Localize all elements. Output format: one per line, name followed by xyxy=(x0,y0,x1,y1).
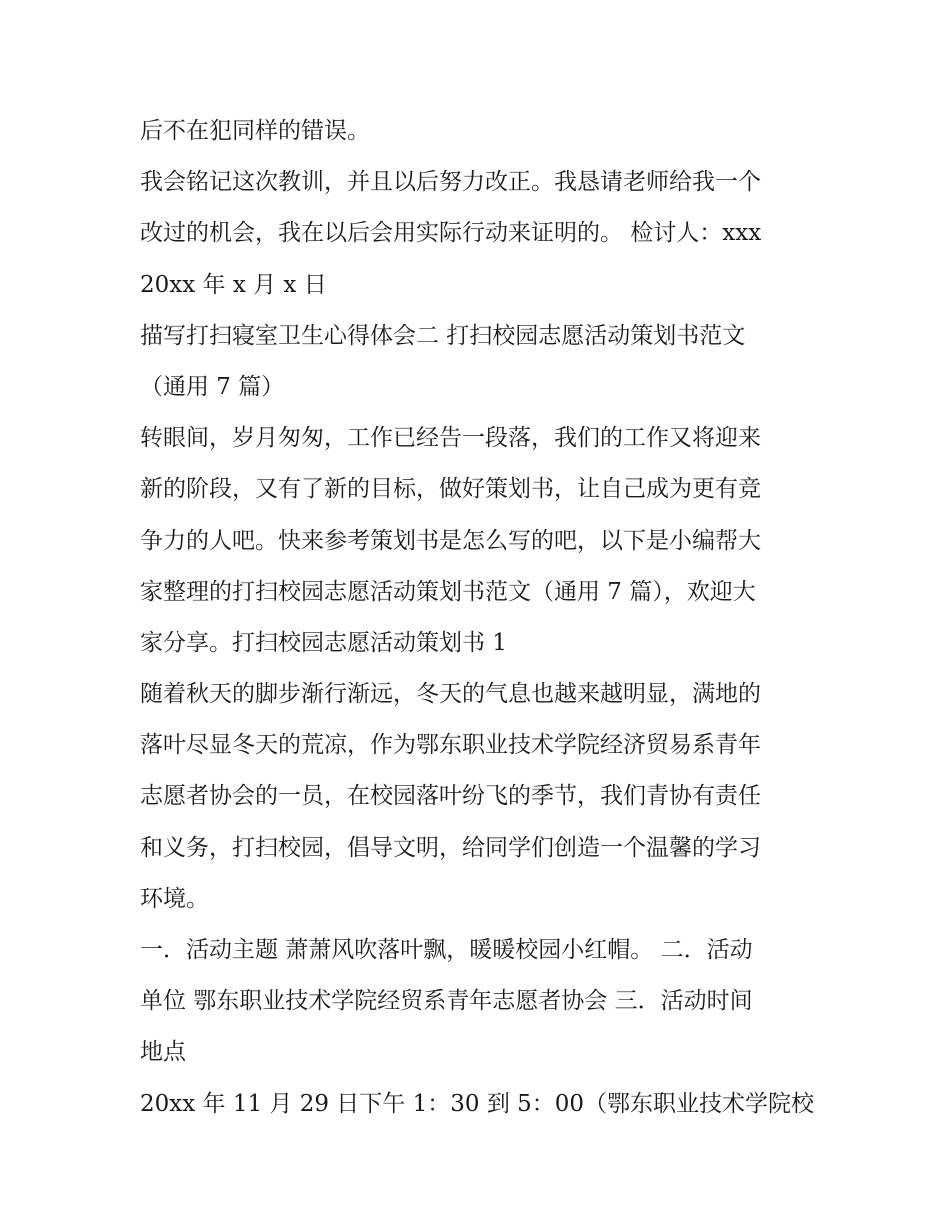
text-line: 家整理的打扫校园志愿活动策划书范文（通用 7 篇），欢迎大 xyxy=(140,578,756,605)
text-line: 志愿者协会的一员，在校园落叶纷飞的季节，我们青协有责任 xyxy=(140,783,761,810)
text-line: 转眼间，岁月匆匆，工作已经告一段落，我们的工作又将迎来 xyxy=(140,425,761,452)
date-line: 20xx 年 x 月 x 日 xyxy=(140,271,327,298)
text-line: 随着秋天的脚步渐行渐远，冬天的气息也越来越明显，满地的 xyxy=(140,681,761,708)
text-line: 落叶尽显冬天的荒凉，作为鄂东职业技术学院经济贸易系青年 xyxy=(140,732,761,759)
text-line: 地点 xyxy=(140,1039,186,1066)
section-heading-line: （通用 7 篇） xyxy=(140,373,285,400)
text-line: 后不在犯同样的错误。 xyxy=(140,118,370,144)
text-line: 争力的人吧。快来参考策划书是怎么写的吧，以下是小编帮大 xyxy=(140,527,761,554)
text-line: 我会铭记这次教训，并且以后努力改正。我恳请老师给我一个 xyxy=(140,169,761,196)
text-line: 20xx 年 11 月 29 日下午 1：30 到 5：00（鄂东职业技术学院校 xyxy=(140,1090,815,1117)
document-body xyxy=(140,106,820,1130)
text-line: 环境。 xyxy=(140,885,209,912)
text-line: 和义务，打扫校园，倡导文明，给同学们创造一个温馨的学习 xyxy=(140,834,761,861)
text-line: 一．活动主题 萧萧风吹落叶飘，暖暖校园小红帽。 二．活动 xyxy=(140,937,753,963)
section-heading-line: 描写打扫寝室卫生心得体会二 打扫校园志愿活动策划书范文 xyxy=(140,322,746,349)
text-line: 新的阶段，又有了新的目标，做好策划书，让自己成为更有竞 xyxy=(140,476,761,503)
text-line: 改过的机会，我在以后会用实际行动来证明的。 检讨人：xxx xyxy=(140,220,762,247)
text-line: 单位 鄂东职业技术学院经贸系青年志愿者协会 三．活动时间 xyxy=(140,988,753,1015)
text-line: 家分享。打扫校园志愿活动策划书 1 xyxy=(140,629,507,656)
